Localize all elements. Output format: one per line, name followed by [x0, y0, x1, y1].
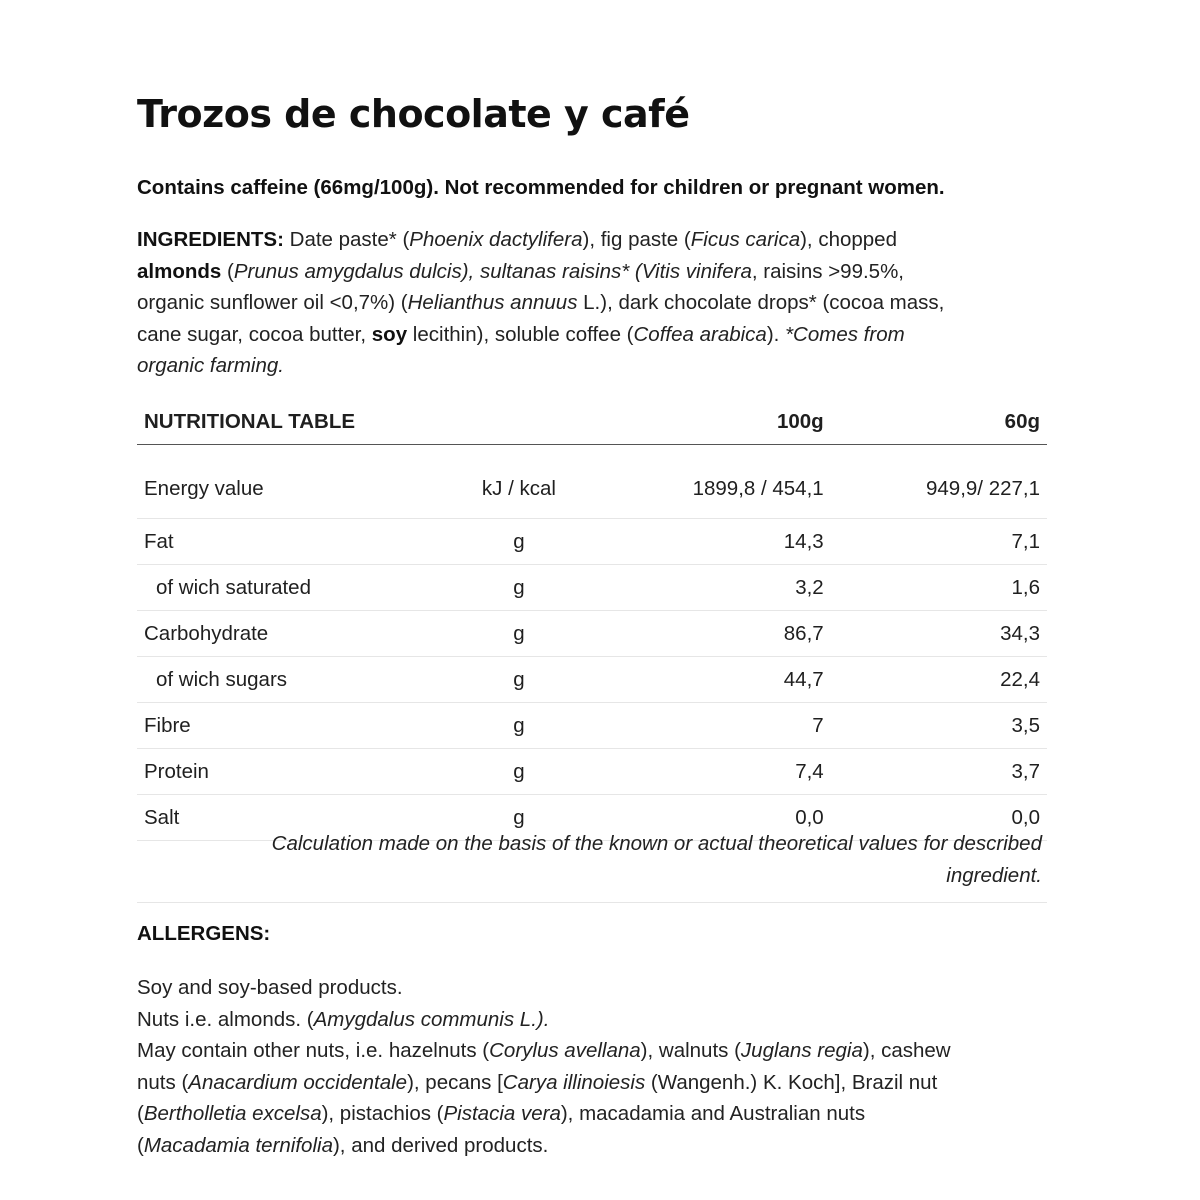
value-per-60g: 1,6	[824, 565, 1047, 611]
allergens-line	[137, 1004, 1047, 1036]
table-row	[137, 703, 1047, 749]
latin-name: Pistacia vera	[443, 1102, 561, 1125]
value-per-100g: 1899,8 / 454,1	[598, 445, 824, 519]
allergens-text: (	[137, 1102, 144, 1125]
calculation-note	[137, 828, 1042, 891]
note-line: ingredient.	[946, 863, 1042, 887]
allergen-highlight: almonds	[137, 259, 222, 283]
table-row	[137, 611, 1047, 657]
allergens-text: May contain other nuts, i.e. hazelnuts (	[137, 1039, 490, 1062]
value-per-60g: 34,3	[824, 611, 1047, 657]
ingredients-line	[137, 224, 1047, 256]
allergens-text: ), pistachios (	[321, 1102, 444, 1125]
nutrient-unit: g	[440, 611, 597, 657]
nutrient-unit: g	[440, 749, 597, 795]
note-line: Calculation made on the basis of the known or actual theoretical values for described	[271, 832, 1042, 855]
value-per-100g: 14,3	[598, 519, 824, 565]
latin-name: Bertholletia excelsa	[143, 1102, 322, 1125]
ingredients-line	[137, 256, 1047, 288]
value-per-60g: 0,0	[824, 795, 1047, 841]
sub-nutrient-name: of wich sugars	[156, 667, 288, 691]
ingredients-text: ), fig paste (	[582, 228, 691, 251]
table-row	[137, 565, 1047, 611]
ingredients-line	[137, 319, 1047, 351]
organic-note: organic farming.	[137, 354, 284, 377]
value-per-60g: 3,7	[824, 749, 1047, 795]
table-row	[137, 519, 1047, 565]
allergens-text: nuts (	[137, 1070, 189, 1094]
ingredients-line	[137, 287, 1047, 319]
table-row	[137, 749, 1047, 795]
allergens-heading: ALLERGENS:	[137, 922, 271, 945]
ingredients-line	[137, 350, 1047, 382]
allergens-line	[137, 1098, 1047, 1130]
allergens-text: Nuts i.e. almonds. (	[137, 1007, 314, 1031]
value-per-100g: 0,0	[598, 795, 824, 841]
per100g-header: 100g	[598, 400, 824, 445]
latin-name: Anacardium occidentale	[188, 1070, 408, 1094]
nutrient-name: Fibre	[137, 703, 440, 749]
caffeine-warning: Contains caffeine (66mg/100g). Not recommended for children or pregnant women.	[137, 176, 945, 199]
unit-header	[440, 400, 597, 445]
latin-name: Coffea arabica	[633, 322, 767, 346]
latin-name: Macadamia ternifolia	[143, 1133, 333, 1157]
sub-nutrient-name: of wich saturated	[156, 575, 311, 599]
allergens-text: ), macadamia and Australian nuts	[560, 1102, 866, 1125]
value-per-100g: 86,7	[598, 611, 824, 657]
latin-name: Prunus amygdalus dulcis), sultanas raisins* (Vitis vinifera	[233, 259, 752, 283]
divider	[137, 902, 1047, 903]
nutrient-name	[137, 565, 440, 611]
ingredients-text: cane sugar, cocoa butter,	[137, 322, 372, 346]
nutrient-name: Energy value	[137, 445, 440, 519]
nutrient-unit: g	[440, 703, 597, 749]
ingredients-text: L.), dark chocolate drops* (cocoa mass,	[577, 291, 945, 314]
page-title: Trozos de chocolate y café	[137, 92, 690, 136]
allergens-line: Soy and soy-based products.	[137, 976, 403, 999]
allergens-line	[137, 1130, 1047, 1162]
value-per-100g: 7	[598, 703, 824, 749]
allergen-highlight: soy	[371, 322, 408, 346]
organic-note: *Comes from	[785, 322, 905, 346]
ingredients-text: ), chopped	[800, 228, 897, 251]
nutrient-unit: g	[440, 795, 597, 841]
table-title: NUTRITIONAL TABLE	[137, 400, 440, 445]
nutrient-unit: g	[440, 565, 597, 611]
latin-name: Phoenix dactylifera	[409, 228, 583, 251]
nutritional-table	[137, 400, 1047, 841]
table-row	[137, 657, 1047, 703]
ingredients-text: Date paste* (	[283, 228, 410, 251]
allergens-text: (	[137, 1133, 144, 1157]
allergens-line	[137, 1035, 1047, 1067]
nutrient-unit: g	[440, 657, 597, 703]
ingredients-paragraph	[137, 224, 1047, 382]
latin-name: Carya illinoiesis	[502, 1070, 646, 1094]
value-per-60g: 3,5	[824, 703, 1047, 749]
ingredients-text: lecithin), soluble coffee (	[407, 322, 634, 346]
value-per-60g: 949,9/ 227,1	[824, 445, 1047, 519]
allergens-text: ), pecans [	[407, 1070, 503, 1094]
ingredients-text: ).	[766, 322, 786, 346]
nutrient-unit: g	[440, 519, 597, 565]
nutrient-name: Protein	[137, 749, 440, 795]
value-per-100g: 3,2	[598, 565, 824, 611]
nutrient-name	[137, 657, 440, 703]
value-per-60g: 22,4	[824, 657, 1047, 703]
table-row	[137, 445, 1047, 519]
latin-name: Ficus carica	[690, 228, 801, 251]
value-per-100g: 44,7	[598, 657, 824, 703]
latin-name: Helianthus annuus	[407, 291, 578, 314]
nutrient-name: Fat	[137, 519, 440, 565]
allergens-line	[137, 1067, 1047, 1099]
allergens-text: ), cashew	[862, 1039, 951, 1062]
ingredients-text: , raisins >99.5%,	[751, 259, 904, 283]
allergens-text: ), walnuts (	[640, 1039, 741, 1062]
nutrient-unit: kJ / kcal	[440, 445, 597, 519]
allergens-paragraph	[137, 972, 1047, 1161]
latin-name: Corylus avellana	[489, 1039, 641, 1062]
allergens-text: ), and derived products.	[332, 1133, 549, 1157]
value-per-60g: 7,1	[824, 519, 1047, 565]
table-header-row	[137, 400, 1047, 445]
value-per-100g: 7,4	[598, 749, 824, 795]
nutrient-name: Carbohydrate	[137, 611, 440, 657]
nutrient-name: Salt	[137, 795, 440, 841]
allergens-text: (Wangenh.) K. Koch], Brazil nut	[645, 1070, 938, 1094]
latin-name: Juglans regia	[740, 1039, 863, 1062]
ingredients-label: INGREDIENTS:	[137, 228, 284, 251]
per60g-header: 60g	[824, 400, 1047, 445]
latin-name: Amygdalus communis L.).	[313, 1007, 550, 1031]
ingredients-text: (	[221, 259, 234, 283]
ingredients-text: organic sunflower oil <0,7%) (	[137, 291, 408, 314]
